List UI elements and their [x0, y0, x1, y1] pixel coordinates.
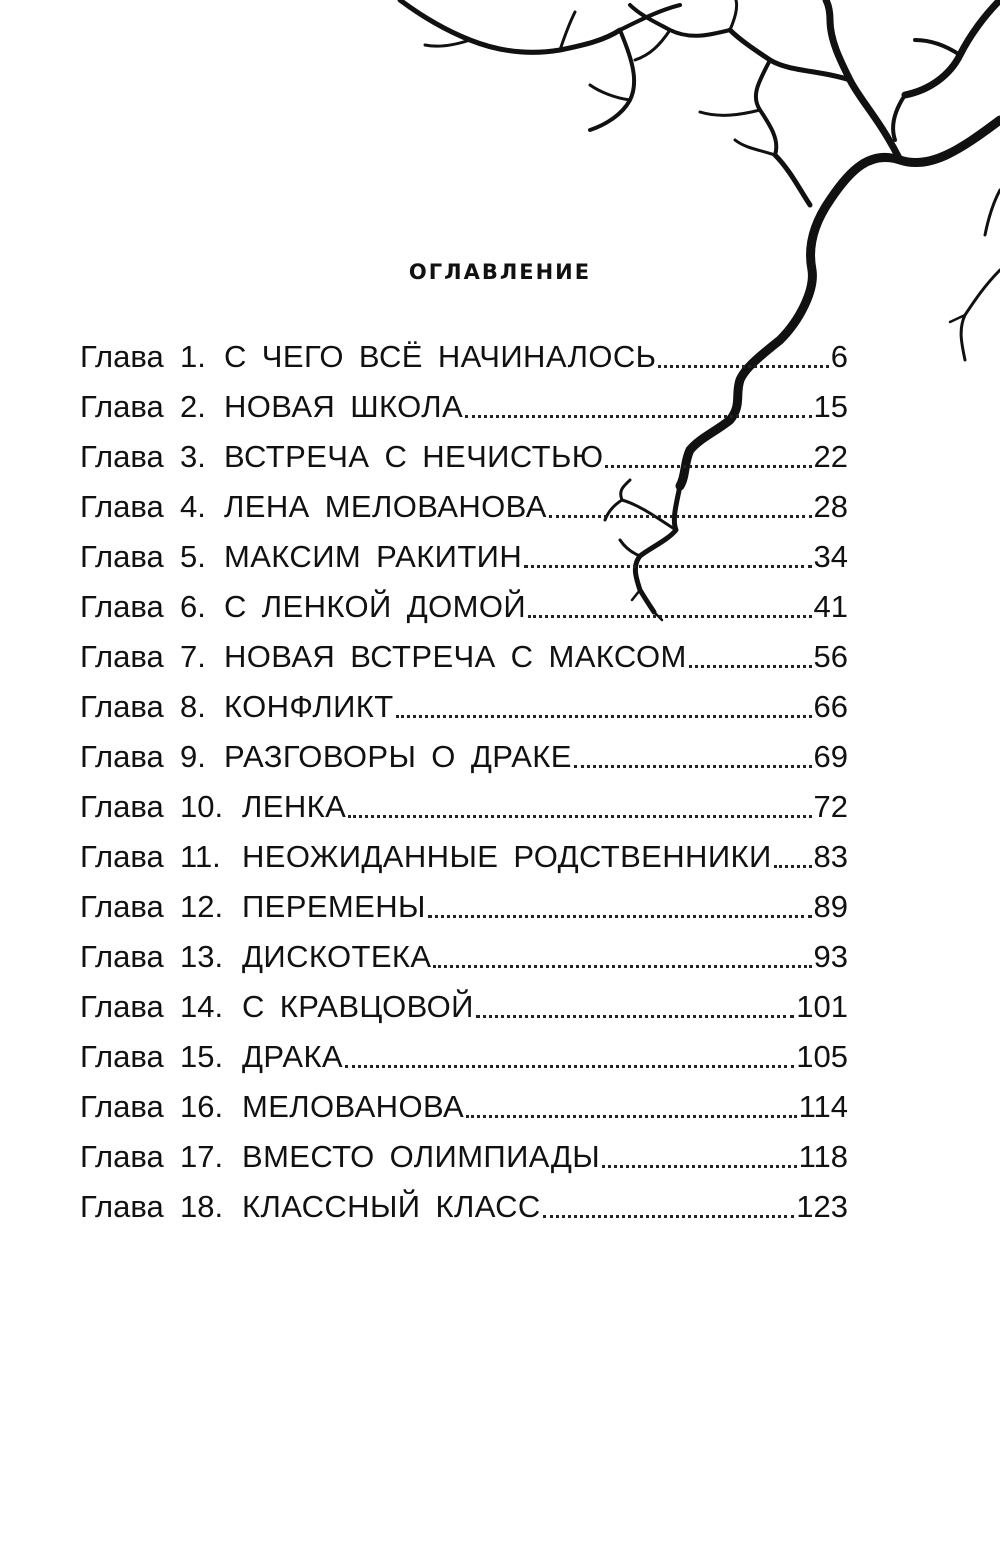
- chapter-title: ЛЕНКА: [242, 789, 347, 824]
- page-number: 114: [798, 1089, 848, 1124]
- chapter-number: 13.: [180, 939, 224, 974]
- page-number: 93: [813, 939, 848, 974]
- dot-leader: [524, 565, 811, 568]
- toc-entry[interactable]: [80, 832, 848, 882]
- chapter-title: ВСТРЕЧА С НЕЧИСТЬЮ: [224, 439, 604, 474]
- chapter-prefix: Глава: [80, 1139, 164, 1174]
- page-number: 34: [813, 539, 848, 574]
- chapter-number: 11.: [180, 839, 221, 874]
- page-number: 105: [796, 1039, 848, 1074]
- dot-leader: [602, 1165, 796, 1168]
- chapter-title: ЛЕНА МЕЛОВАНОВА: [224, 489, 547, 524]
- chapter-number: 4.: [180, 489, 206, 524]
- chapter-number: 10.: [180, 789, 224, 824]
- toc-entry[interactable]: [80, 682, 848, 732]
- page-number: 28: [813, 489, 848, 524]
- chapter-number: 1.: [180, 339, 206, 374]
- chapter-prefix: Глава: [80, 589, 164, 624]
- chapter-prefix: Глава: [80, 789, 164, 824]
- toc-entry[interactable]: [80, 882, 848, 932]
- dot-leader: [396, 715, 812, 718]
- chapter-number: 9.: [180, 739, 206, 774]
- chapter-title: С ЧЕГО ВСЁ НАЧИНАЛОСЬ: [224, 339, 657, 374]
- dot-leader: [658, 365, 828, 368]
- chapter-title: НОВАЯ ШКОЛА: [224, 389, 464, 424]
- dot-leader: [574, 765, 812, 768]
- chapter-title: КОНФЛИКТ: [224, 689, 394, 724]
- dot-leader: [345, 1065, 794, 1068]
- dot-leader: [465, 415, 811, 418]
- chapter-prefix: Глава: [80, 689, 164, 724]
- toc-entry[interactable]: [80, 782, 848, 832]
- toc-entry[interactable]: [80, 332, 848, 382]
- toc-list: [80, 332, 848, 1232]
- chapter-prefix: Глава: [80, 939, 164, 974]
- dot-leader: [348, 815, 811, 818]
- chapter-number: 14.: [180, 989, 224, 1024]
- toc-title: оглавление: [408, 252, 592, 288]
- dot-leader: [605, 465, 811, 468]
- page-number: 6: [830, 339, 848, 374]
- chapter-title: ВМЕСТО ОЛИМПИАДЫ: [242, 1139, 601, 1174]
- chapter-prefix: Глава: [80, 639, 164, 674]
- toc-entry[interactable]: [80, 932, 848, 982]
- page-number: 15: [813, 389, 848, 424]
- chapter-prefix: Глава: [80, 1089, 164, 1124]
- dot-leader: [528, 615, 811, 618]
- chapter-number: 7.: [180, 639, 206, 674]
- chapter-prefix: Глава: [80, 739, 164, 774]
- chapter-number: 12.: [180, 889, 224, 924]
- chapter-prefix: Глава: [80, 989, 164, 1024]
- page-number: 72: [813, 789, 848, 824]
- chapter-prefix: Глава: [80, 839, 164, 874]
- chapter-prefix: Глава: [80, 539, 164, 574]
- chapter-prefix: Глава: [80, 889, 164, 924]
- toc-entry[interactable]: [80, 982, 848, 1032]
- toc-entry[interactable]: [80, 1082, 848, 1132]
- page-number: 101: [796, 989, 848, 1024]
- toc-entry[interactable]: [80, 382, 848, 432]
- chapter-title: КЛАССНЫЙ КЛАСС: [242, 1189, 541, 1224]
- chapter-prefix: Глава: [80, 339, 164, 374]
- chapter-number: 5.: [180, 539, 206, 574]
- dot-leader: [689, 665, 812, 668]
- dot-leader: [549, 515, 812, 518]
- page-number: 83: [813, 839, 848, 874]
- page-number: 56: [813, 639, 848, 674]
- page-number: 89: [813, 889, 848, 924]
- chapter-prefix: Глава: [80, 1189, 164, 1224]
- chapter-title: МЕЛОВАНОВА: [242, 1089, 465, 1124]
- toc-entry[interactable]: [80, 732, 848, 782]
- chapter-title: МАКСИМ РАКИТИН: [224, 539, 523, 574]
- dot-leader: [774, 865, 812, 868]
- toc-entry[interactable]: [80, 1132, 848, 1182]
- chapter-title: С ЛЕНКОЙ ДОМОЙ: [224, 589, 527, 624]
- dot-leader: [476, 1015, 794, 1018]
- chapter-number: 2.: [180, 389, 206, 424]
- chapter-prefix: Глава: [80, 489, 164, 524]
- page-number: 123: [796, 1189, 848, 1224]
- chapter-prefix: Глава: [80, 389, 164, 424]
- chapter-number: 15.: [180, 1039, 224, 1074]
- toc-entry[interactable]: [80, 632, 848, 682]
- toc-entry[interactable]: [80, 432, 848, 482]
- chapter-title: С КРАВЦОВОЙ: [242, 989, 474, 1024]
- page-number: 118: [798, 1139, 848, 1174]
- chapter-title: ДРАКА: [242, 1039, 344, 1074]
- dot-leader: [428, 915, 812, 918]
- toc-entry[interactable]: [80, 1032, 848, 1082]
- page-number: 69: [813, 739, 848, 774]
- page-number: 66: [813, 689, 848, 724]
- chapter-number: 18.: [180, 1189, 224, 1224]
- chapter-title: ПЕРЕМЕНЫ: [242, 889, 426, 924]
- chapter-number: 3.: [180, 439, 206, 474]
- toc-entry[interactable]: [80, 1182, 848, 1232]
- dot-leader: [466, 1115, 796, 1118]
- chapter-title: ДИСКОТЕКА: [242, 939, 432, 974]
- chapter-number: 8.: [180, 689, 206, 724]
- page-number: 41: [813, 589, 848, 624]
- toc-entry[interactable]: [80, 582, 848, 632]
- chapter-title: РАЗГОВОРЫ О ДРАКЕ: [224, 739, 572, 774]
- chapter-prefix: Глава: [80, 439, 164, 474]
- chapter-number: 17.: [180, 1139, 224, 1174]
- chapter-prefix: Глава: [80, 1039, 164, 1074]
- dot-leader: [433, 965, 811, 968]
- toc-entry[interactable]: [80, 482, 848, 532]
- chapter-number: 6.: [180, 589, 206, 624]
- page-number: 22: [813, 439, 848, 474]
- chapter-number: 16.: [180, 1089, 224, 1124]
- chapter-title: НОВАЯ ВСТРЕЧА С МАКСОМ: [224, 639, 687, 674]
- chapter-title: НЕОЖИДАННЫЕ РОДСТВЕННИКИ: [242, 839, 772, 874]
- toc-entry[interactable]: [80, 532, 848, 582]
- dot-leader: [543, 1215, 795, 1218]
